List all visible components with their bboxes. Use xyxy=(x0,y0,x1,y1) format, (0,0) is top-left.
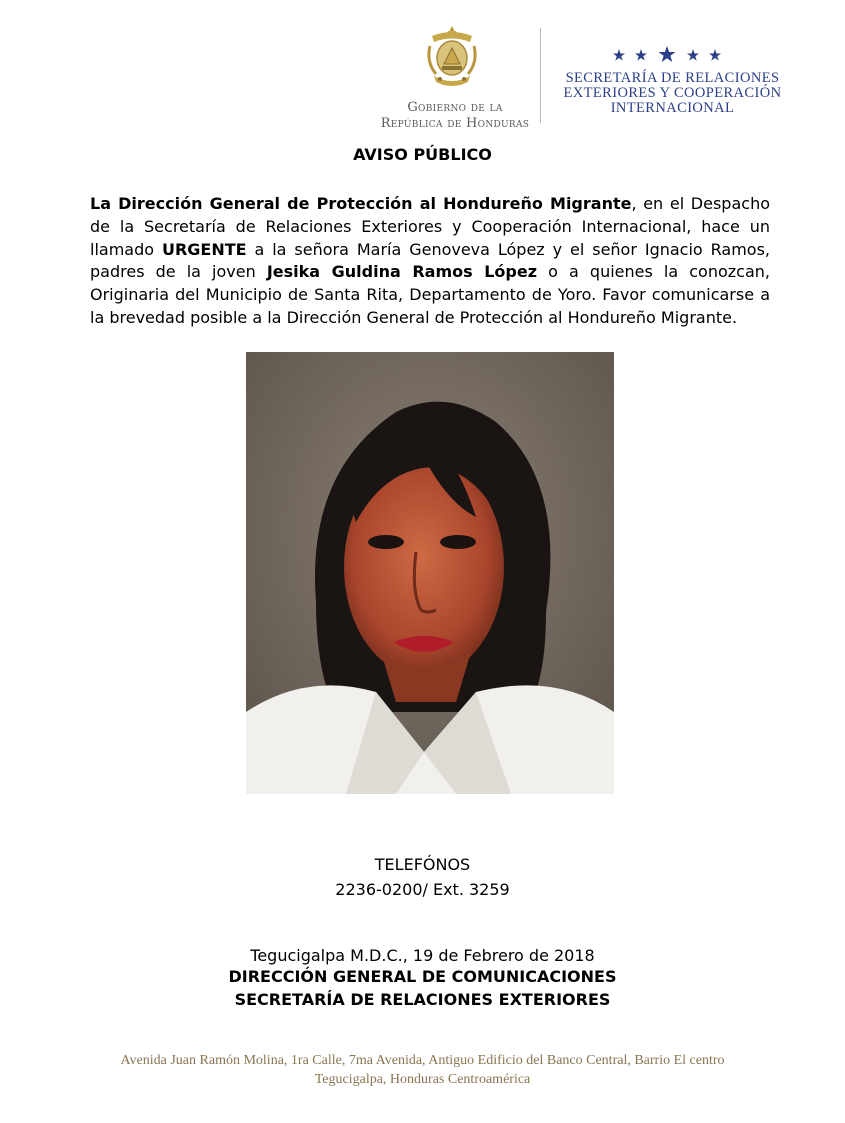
government-name-line1: Gobierno de la xyxy=(407,100,503,115)
paragraph-text-1: , en el Despacho de la Secretaría de Relaciones Exteriores y Cooperación Internacional, hace un llamado xyxy=(90,194,770,259)
government-name-line2: República de Honduras xyxy=(380,116,530,131)
header-divider xyxy=(540,28,541,123)
phones-label: TELEFÓNOS xyxy=(374,855,471,874)
notice-title: AVISO PÚBLICO xyxy=(353,145,492,164)
ministry-name-line1: SECRETARÍA DE RELACIONES xyxy=(565,70,780,86)
paragraph-text-2: a la señora María Genoveva López y el señor Ignacio Ramos, padres de la joven xyxy=(90,239,771,282)
footer-address-line1: Avenida Juan Ramón Molina, 1ra Calle, 7ma Avenida, Antiguo Edificio del Banco Central, Barrio El centro xyxy=(120,1053,725,1068)
phone-number: 2236-0200/ Ext. 3259 xyxy=(335,880,510,899)
urgent-label: URGENTE xyxy=(161,239,247,259)
paragraph-text-3: o a quienes la conozcan, Originaria del Municipio de Santa Rita, Departamento de Yoro. Favor comunicarse a la brevedad posible a la Dirección General de Protección al Hondureño Migrante. xyxy=(90,262,770,327)
person-photo xyxy=(246,352,614,794)
directorate-name: La Dirección General de Protección al Hondureño Migrante xyxy=(90,194,632,213)
stars-icon xyxy=(612,46,722,64)
ministry-name-line2: EXTERIORES Y COOPERACIÓN xyxy=(563,85,782,101)
government-logo xyxy=(380,20,580,130)
person-name: Jesika Guldina Ramos López xyxy=(266,262,538,282)
coat-of-arms-icon xyxy=(422,22,482,92)
notice-paragraph xyxy=(90,193,770,330)
issuing-directorate: DIRECCIÓN GENERAL DE COMUNICACIONES xyxy=(228,967,617,986)
issuing-ministry: SECRETARÍA DE RELACIONES EXTERIORES xyxy=(234,990,611,1009)
ministry-name-line3: INTERNACIONAL xyxy=(610,100,735,116)
footer-address-line2: Tegucigalpa, Honduras Centroamérica xyxy=(314,1072,531,1087)
place-date: Tegucigalpa M.D.C., 19 de Febrero de 2018 xyxy=(250,946,595,965)
